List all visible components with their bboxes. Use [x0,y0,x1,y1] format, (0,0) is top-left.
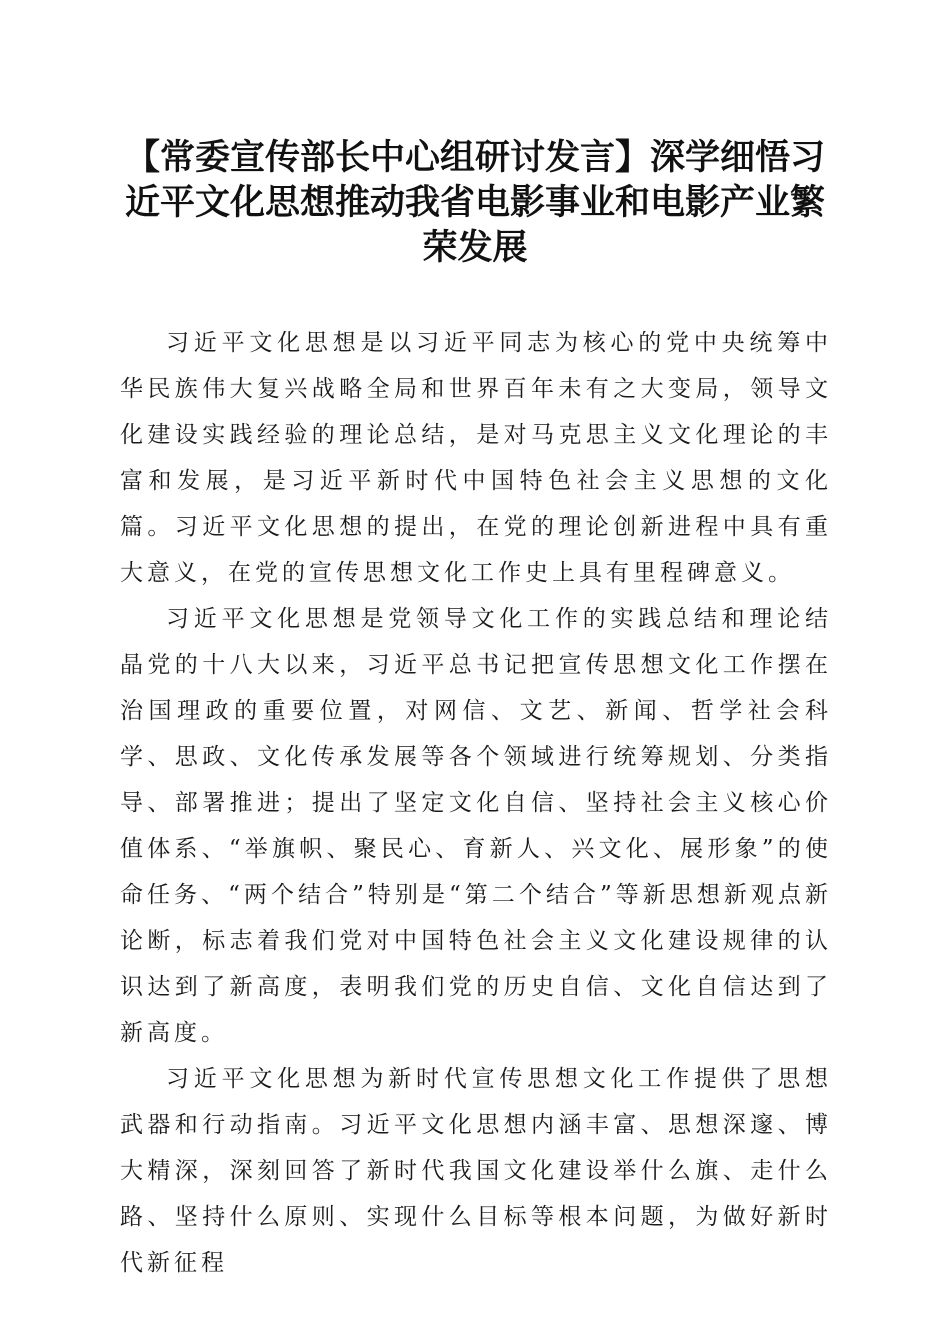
paragraph-1: 习近平文化思想是以习近平同志为核心的党中央统筹中华民族伟大复兴战略全局和世界百年未有之大变局，领导文化建设实践经验的理论总结，是对马克思主义文化理论的丰富和发展，是习近平新时代中国特色社会主义思想的文化篇。习近平文化思想的提出，在党的理论创新进程中具有重大意义，在党的宣传思想文化工作史上具有里程碑意义。 [120,330,832,586]
paragraph-2: 习近平文化思想是党领导文化工作的实践总结和理论结晶党的十八大以来，习近平总书记把宣传思想文化工作摆在治国理政的重要位置，对网信、文艺、新闻、哲学社会科学、思政、文化传承发展等各个领域进行统筹规划、分类指导、部署推进；提出了坚定文化自信、坚持社会主义核心价值体系、“举旗帜、聚民心、育新人、兴文化、展形象”的使命任务、“两个结合”特别是“第二个结合”等新思想新观点新论断，标志着我们党对中国特色社会主义文化建设规律的认识达到了新高度，表明我们党的历史自信、文化自信达到了新高度。 [120,606,832,1046]
document-body [120,320,832,1286]
paragraph-3: 习近平文化思想为新时代宣传思想文化工作提供了思想武器和行动指南。习近平文化思想内涵丰富、思想深邃、博大精深，深刻回答了新时代我国文化建设举什么旗、走什么路、坚持什么原则、实现什么目标等根本问题，为做好新时代新征程 [120,1066,832,1276]
document-title: 【常委宣传部长中心组研讨发言】深学细悟习近平文化思想推动我省电影事业和电影产业繁荣发展 [124,137,825,268]
